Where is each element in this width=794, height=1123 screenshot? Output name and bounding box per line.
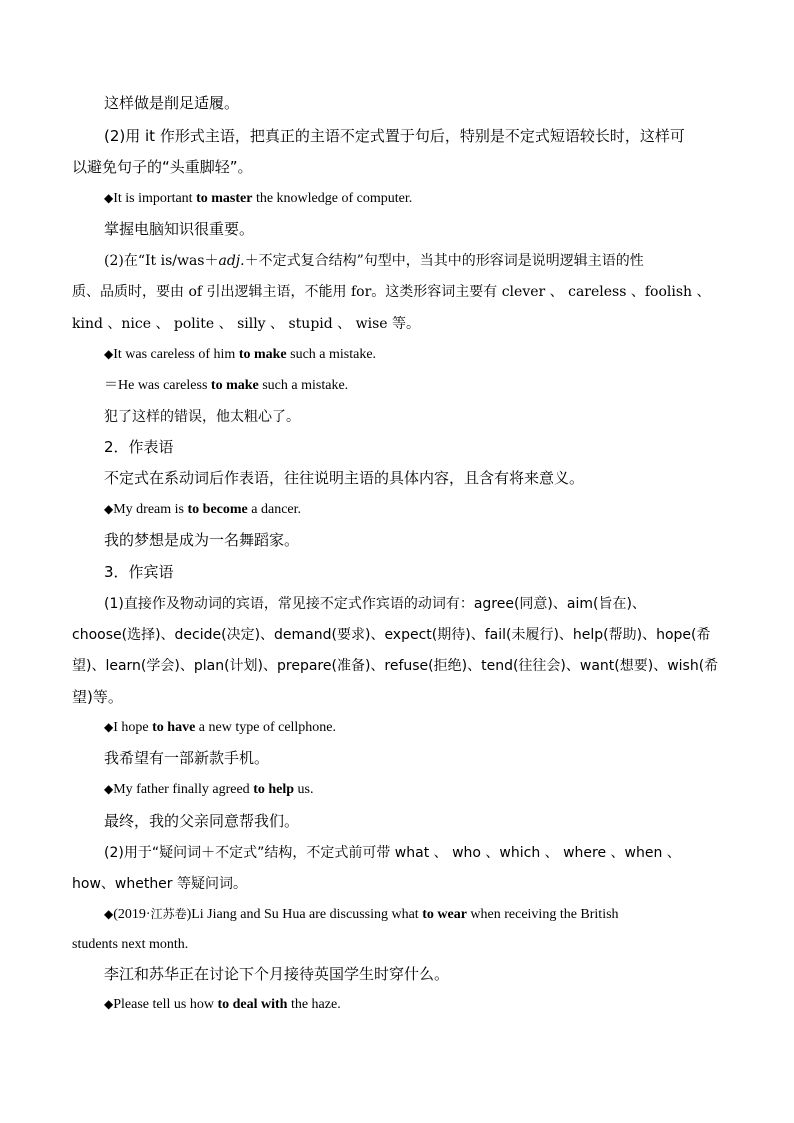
translation: 我的梦想是成为一名舞蹈家。 xyxy=(104,531,300,549)
bullet-diamond-icon: ◆ xyxy=(104,720,114,734)
exam-source-label: 江苏卷 xyxy=(150,907,187,921)
text-line: 望)、learn(学会)、plan(计划)、prepare(准备)、refuse(拒绝)、tend(往往会)、want(想要)、wish(希 xyxy=(72,658,719,674)
text-line: (2)用 it 作形式主语，把真正的主语不定式置于句后，特别是不定式短语较长时，这样可 xyxy=(104,127,685,145)
text-line: (2)用于“疑问词＋不定式”结构，不定式前可带 what 、 who 、which 、 where 、when 、 xyxy=(104,845,681,861)
text-line: choose(选择)、decide(决定)、demand(要求)、expect(期待)、fail(未履行)、help(帮助)、hope(希 xyxy=(72,627,711,643)
text-line: (2)在“It is/was＋adj.＋不定式复合结构”句型中，当其中的形容词是说明逻辑主语的性 xyxy=(104,253,644,269)
bullet-diamond-icon: ◆ xyxy=(104,997,114,1011)
example-sentence: ◆Please tell us how to deal with the haze. xyxy=(104,997,341,1012)
infinitive-highlight: to make xyxy=(238,347,287,362)
text-line: 不定式在系动词后作表语，往往说明主语的具体内容，且含有将来意义。 xyxy=(104,469,585,487)
infinitive-highlight: to become xyxy=(187,502,248,517)
bullet-diamond-icon: ◆ xyxy=(104,782,114,796)
example-sentence: ＝He was careless to make such a mistake. xyxy=(104,378,349,393)
bullet-diamond-icon: ◆ xyxy=(104,502,114,516)
example-sentence: ◆It was careless of him to make such a mistake. xyxy=(104,347,377,362)
infinitive-highlight: to wear xyxy=(422,907,467,922)
example-sentence: ◆My father finally agreed to help us. xyxy=(104,782,314,797)
translation: 李江和苏华正在讨论下个月接待英国学生时穿什么。 xyxy=(104,965,450,983)
translation: 掌握电脑知识很重要。 xyxy=(104,220,255,238)
infinitive-highlight: to deal with xyxy=(217,997,288,1012)
example-sentence: ◆My dream is to become a dancer. xyxy=(104,502,302,517)
bullet-diamond-icon: ◆ xyxy=(104,191,114,205)
text-line: 望)等。 xyxy=(72,688,123,706)
translation: 犯了这样的错误，他太粗心了。 xyxy=(104,409,300,425)
text-line: (1)直接作及物动词的宾语，常见接不定式作宾语的动词有：agree(同意)、aim(旨在)、 xyxy=(104,596,646,612)
infinitive-highlight: to make xyxy=(210,378,259,393)
infinitive-highlight: to help xyxy=(253,782,295,797)
infinitive-highlight: to have xyxy=(152,720,196,735)
bullet-diamond-icon: ◆ xyxy=(104,347,114,361)
example-sentence: ◆(2019·江苏卷)Li Jiang and Su Hua are discussing what to wear when receiving the British xyxy=(104,907,619,922)
example-sentence: students next month. xyxy=(72,937,189,952)
bullet-diamond-icon: ◆ xyxy=(104,907,114,921)
text-line: 以避免句子的“头重脚轻”。 xyxy=(72,158,253,176)
text-line: 质、品质时，要由 of 引出逻辑主语，不能用 for。这类形容词主要有 clever 、 careless 、foolish 、 xyxy=(72,284,711,300)
example-sentence: ◆It is important to master the knowledge of computer. xyxy=(104,191,413,206)
section-heading: 2．作表语 xyxy=(104,438,174,456)
text-line: 这样做是削足适履。 xyxy=(104,94,240,112)
text-line: kind 、nice 、 polite 、 silly 、 stupid 、 wise 等。 xyxy=(72,316,421,332)
example-sentence: ◆I hope to have a new type of cellphone. xyxy=(104,720,337,735)
section-heading: 3．作宾语 xyxy=(104,563,174,581)
infinitive-highlight: to master xyxy=(196,191,253,206)
translation: 最终，我的父亲同意帮我们。 xyxy=(104,812,300,830)
translation: 我希望有一部新款手机。 xyxy=(104,749,270,767)
text-line: how、whether 等疑问词。 xyxy=(72,876,248,892)
